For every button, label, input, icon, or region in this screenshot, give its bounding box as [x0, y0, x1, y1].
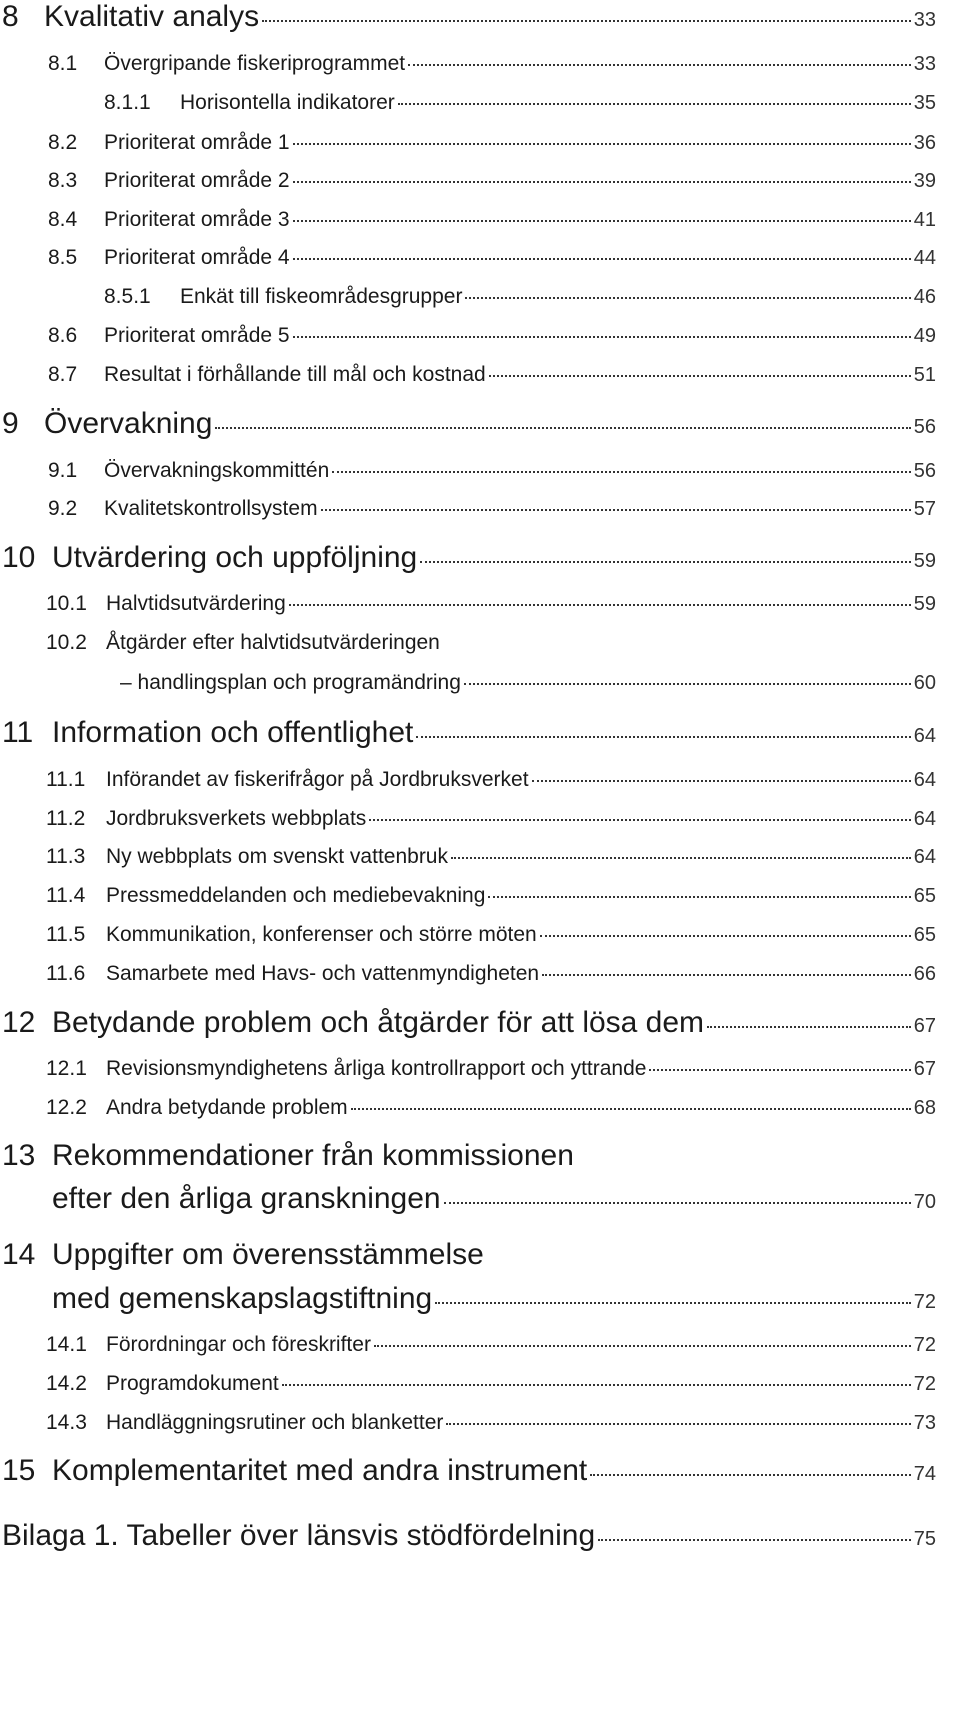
dot-leader	[351, 1108, 911, 1110]
section-title: Handläggningsrutiner och blanketter	[106, 1411, 444, 1434]
section-number: 11.5	[46, 923, 86, 946]
toc-entry-subsection[interactable]	[0, 91, 936, 115]
section-number: 9	[2, 407, 19, 440]
page-number: 74	[913, 1463, 936, 1485]
toc-entry-chapter[interactable]	[0, 1006, 936, 1040]
section-title: Prioriterat område 4	[104, 246, 290, 269]
section-title: Betydande problem och åtgärder för att lösa dem	[52, 1006, 705, 1039]
section-title: Prioriterat område 2	[104, 169, 290, 192]
section-number: 8.5.1	[104, 285, 151, 308]
page-number: 44	[913, 247, 936, 269]
dot-leader	[488, 896, 910, 898]
page-number: 64	[913, 769, 936, 791]
page-number: 64	[913, 725, 936, 747]
page-number: 35	[913, 92, 936, 114]
section-number: 8.2	[48, 131, 78, 154]
dot-leader	[289, 604, 911, 606]
dot-leader	[332, 471, 911, 473]
toc-entry-chapter[interactable]	[0, 407, 936, 441]
section-title: Samarbete med Havs- och vattenmyndigheten	[106, 962, 540, 985]
page-number: 56	[913, 460, 936, 482]
appendix-title: Bilaga 1. Tabeller över länsvis stödfördelning	[2, 1519, 596, 1552]
section-title: Halvtidsutvärdering	[106, 592, 286, 615]
dot-leader	[446, 1423, 910, 1425]
page-number: 72	[913, 1291, 936, 1313]
section-title: Åtgärder efter halvtidsutvärderingen	[106, 631, 440, 654]
section-number: 10.1	[46, 592, 87, 615]
toc-entry-section[interactable]	[0, 807, 936, 831]
section-number: 11.2	[46, 807, 86, 830]
toc-entry-chapter-continuation[interactable]	[0, 1182, 936, 1216]
section-number: 10.2	[46, 631, 87, 654]
section-number: 8.3	[48, 169, 78, 192]
dot-leader	[444, 1202, 911, 1204]
section-title: Prioriterat område 1	[104, 131, 290, 154]
section-number: 13	[2, 1139, 36, 1172]
page-number: 41	[913, 209, 936, 231]
section-title: Förordningar och föreskrifter	[106, 1333, 371, 1356]
section-number: 11.3	[46, 845, 86, 868]
dot-leader	[707, 1026, 911, 1028]
section-title: Kommunikation, konferenser och större möten	[106, 923, 537, 946]
toc-entry-chapter-heading[interactable]	[0, 1139, 936, 1173]
section-number: 8.4	[48, 208, 78, 231]
dot-leader	[420, 561, 911, 563]
dot-leader	[590, 1474, 910, 1476]
toc-entry-chapter-heading[interactable]	[0, 1238, 936, 1272]
page-number: 67	[913, 1058, 936, 1080]
dot-leader	[408, 64, 911, 66]
toc-entry-section[interactable]	[0, 768, 936, 792]
toc-entry-section[interactable]	[0, 131, 936, 155]
toc-entry-section[interactable]	[0, 246, 936, 270]
toc-entry-section[interactable]	[0, 459, 936, 483]
section-title: Övergripande fiskeriprogrammet	[104, 52, 406, 75]
toc-entry-section[interactable]	[0, 208, 936, 232]
section-number: 10	[2, 541, 36, 574]
toc-entry-section[interactable]	[0, 962, 936, 986]
section-number: 9.2	[48, 497, 78, 520]
page-number: 66	[913, 963, 936, 985]
section-title: Uppgifter om överensstämmelse	[52, 1238, 484, 1271]
toc-entry-section[interactable]	[0, 497, 936, 521]
toc-entry-section[interactable]	[0, 1372, 936, 1396]
section-title: Revisionsmyndighetens årliga kontrollrapport och yttrande	[106, 1057, 647, 1080]
dot-leader	[464, 683, 911, 685]
section-title: Ny webbplats om svenskt vattenbruk	[106, 845, 448, 868]
section-title-continued: efter den årliga granskningen	[52, 1182, 441, 1215]
section-title: Enkät till fiskeområdesgrupper	[180, 285, 463, 308]
section-number: 8.6	[48, 324, 78, 347]
section-number: 15	[2, 1454, 36, 1487]
section-number: 8.1.1	[104, 91, 151, 114]
page-number: 59	[913, 550, 936, 572]
page-number: 67	[913, 1015, 936, 1037]
toc-entry-section[interactable]	[0, 324, 936, 348]
dot-leader	[369, 819, 910, 821]
toc-entry-section[interactable]	[0, 363, 936, 387]
section-number: 14	[2, 1238, 36, 1271]
dot-leader	[282, 1384, 911, 1386]
toc-entry-continuation[interactable]	[0, 671, 936, 695]
dot-leader	[293, 258, 911, 260]
toc-entry-section[interactable]	[0, 845, 936, 869]
toc-entry-section-heading[interactable]	[0, 631, 936, 655]
section-title-continued: med gemenskapslagstiftning	[52, 1282, 433, 1315]
page-number: 75	[913, 1528, 936, 1550]
dot-leader	[215, 427, 910, 429]
dot-leader	[416, 736, 910, 738]
dot-leader	[293, 181, 911, 183]
dot-leader	[374, 1345, 911, 1347]
toc-entry-section[interactable]	[0, 52, 936, 76]
dot-leader	[598, 1539, 911, 1541]
dot-leader	[293, 143, 911, 145]
toc-entry-subsection[interactable]	[0, 285, 936, 309]
section-title: Horisontella indikatorer	[180, 91, 395, 114]
page-number: 46	[913, 286, 936, 308]
section-title: Införandet av fiskerifrågor på Jordbruksverket	[106, 768, 529, 791]
section-title: Utvärdering och uppföljning	[52, 541, 418, 574]
dot-leader	[293, 336, 911, 338]
toc-entry-chapter-continuation[interactable]	[0, 1282, 936, 1316]
section-number: 11	[2, 716, 34, 749]
page-number: 64	[913, 846, 936, 868]
dot-leader	[465, 297, 910, 299]
dot-leader	[293, 220, 911, 222]
page-number: 65	[913, 924, 936, 946]
section-number: 14.3	[46, 1411, 87, 1434]
section-number: 12.1	[46, 1057, 87, 1080]
page-number: 59	[913, 593, 936, 615]
section-number: 12	[2, 1006, 36, 1039]
toc-entry-section[interactable]	[0, 884, 936, 908]
dot-leader	[532, 780, 911, 782]
page-number: 36	[913, 132, 936, 154]
toc-entry-section[interactable]	[0, 1411, 936, 1435]
toc-entry-section[interactable]	[0, 592, 936, 616]
section-title: Resultat i förhållande till mål och kostnad	[104, 363, 486, 386]
toc-entry-section[interactable]	[0, 169, 936, 193]
toc-entry-section[interactable]	[0, 1057, 936, 1081]
section-title: Programdokument	[106, 1372, 279, 1395]
page-number: 68	[913, 1097, 936, 1119]
page-number: 65	[913, 885, 936, 907]
section-number: 9.1	[48, 459, 78, 482]
dot-leader	[540, 935, 911, 937]
page-number: 73	[913, 1412, 936, 1434]
toc-entry-chapter[interactable]	[0, 541, 936, 575]
dot-leader	[435, 1302, 911, 1304]
section-number: 8.5	[48, 246, 78, 269]
toc-entry-section[interactable]	[0, 1096, 936, 1120]
toc-entry-chapter[interactable]	[0, 716, 936, 750]
section-title: Prioriterat område 3	[104, 208, 290, 231]
page-number: 39	[913, 170, 936, 192]
section-title: Andra betydande problem	[106, 1096, 348, 1119]
page-number: 33	[913, 9, 936, 31]
section-number: 14.2	[46, 1372, 87, 1395]
section-title: Kvalitetskontrollsystem	[104, 497, 318, 520]
section-title: Information och offentlighet	[52, 716, 414, 749]
page-number: 70	[913, 1191, 936, 1213]
page-number: 57	[913, 498, 936, 520]
dot-leader	[489, 375, 911, 377]
section-title-continued: – handlingsplan och programändring	[120, 671, 461, 694]
toc-entry-section[interactable]	[0, 1333, 936, 1357]
dot-leader	[398, 103, 911, 105]
dot-leader	[451, 857, 911, 859]
page-number: 33	[913, 53, 936, 75]
dot-leader	[321, 509, 911, 511]
section-number: 11.1	[46, 768, 86, 791]
section-title: Jordbruksverkets webbplats	[106, 807, 367, 830]
section-number: 14.1	[46, 1333, 87, 1356]
toc-entry-chapter[interactable]	[0, 0, 936, 34]
page-number: 51	[913, 364, 936, 386]
page-number: 64	[913, 808, 936, 830]
dot-leader	[262, 20, 911, 22]
toc-entry-appendix[interactable]	[0, 1519, 936, 1553]
toc-entry-chapter[interactable]	[0, 1454, 936, 1488]
section-title: Pressmeddelanden och mediebevakning	[106, 884, 486, 907]
section-number: 12.2	[46, 1096, 87, 1119]
page-number: 56	[913, 416, 936, 438]
page-number: 60	[913, 672, 936, 694]
section-number: 8.1	[48, 52, 78, 75]
section-number: 11.4	[46, 884, 86, 907]
section-number: 11.6	[46, 962, 86, 985]
section-title: Övervakningskommittén	[104, 459, 330, 482]
section-title: Övervakning	[44, 407, 213, 440]
toc-entry-section[interactable]	[0, 923, 936, 947]
page-number: 72	[913, 1334, 936, 1356]
section-title: Prioriterat område 5	[104, 324, 290, 347]
dot-leader	[542, 974, 911, 976]
section-title: Komplementaritet med andra instrument	[52, 1454, 588, 1487]
section-title: Rekommendationer från kommissionen	[52, 1139, 574, 1172]
dot-leader	[649, 1069, 910, 1071]
section-number: 8	[2, 0, 19, 33]
section-title: Kvalitativ analys	[44, 0, 260, 33]
page-number: 72	[913, 1373, 936, 1395]
section-number: 8.7	[48, 363, 78, 386]
page-number: 49	[913, 325, 936, 347]
